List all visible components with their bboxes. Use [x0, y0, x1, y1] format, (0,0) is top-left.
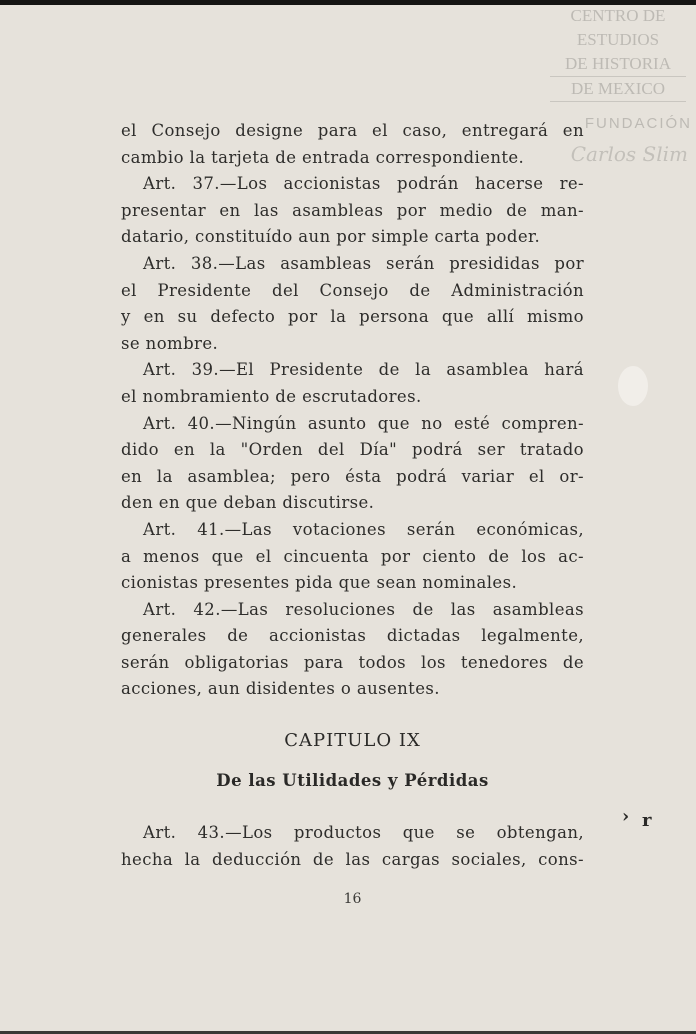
watermark-line-3: DE HISTORIA: [565, 54, 671, 73]
text-line: den en que deban discutirse.: [121, 493, 375, 513]
text-line-article-39: Art. 39.—El Presidente de la asamblea hará: [143, 360, 584, 380]
text-line: el nombramiento de escrutadores.: [121, 386, 422, 406]
watermark-line-1: CENTRO DE: [570, 6, 666, 25]
page-number: 16: [343, 891, 362, 907]
ink-speck: ›: [622, 806, 630, 827]
chapter-title: CAPITULO IX: [284, 730, 421, 751]
text-line: el Consejo designe para el caso, entregará en: [121, 121, 584, 140]
paper-blemish: [618, 366, 648, 406]
watermark-rule-bottom: [550, 101, 686, 102]
archive-watermark: [548, 4, 688, 102]
text-line-article-37: Art. 37.—Los accionistas podrán hacerse re-: [143, 174, 584, 194]
text-line: generales de accionistas dictadas legalmente,: [121, 626, 584, 646]
text-line-article-40: Art. 40.—Ningún asunto que no esté compren-: [143, 413, 584, 433]
text-line: se nombre.: [121, 333, 219, 353]
text-line: serán obligatorias para todos los tenedores de: [121, 652, 584, 672]
chapter-subtitle: De las Utilidades y Pérdidas: [216, 771, 489, 790]
text-line-article-42: Art. 42.—Las resoluciones de las asambleas: [143, 599, 584, 619]
body-text: [121, 118, 584, 703]
text-line: el Presidente del Consejo de Administración: [121, 280, 584, 300]
text-line: hecha la deducción de las cargas sociales, cons-: [121, 849, 584, 869]
text-line: cambio la tarjeta de entrada correspondiente.: [121, 147, 525, 167]
text-line-article-41: Art. 41.—Las votaciones serán económicas,: [143, 519, 584, 539]
text-line: a menos que el cincuenta por ciento de los ac-: [121, 546, 584, 566]
watermark-signature: Carlos Slim: [570, 142, 688, 166]
text-line-article-43: Art. 43.—Los productos que se obtengan,: [143, 823, 584, 842]
body-text-continued: [121, 820, 584, 873]
text-line: presentar en las asambleas por medio de man-: [121, 200, 584, 220]
watermark-line-4: DE MEXICO: [571, 79, 665, 98]
text-line: cionistas presentes pida que sean nominales.: [121, 573, 518, 593]
text-line: datario, constituído aun por simple carta poder.: [121, 227, 541, 247]
text-line: acciones, aun disidentes o ausentes.: [121, 679, 440, 699]
text-line: y en su defecto por la persona que allí mismo: [121, 307, 584, 327]
text-line: en la asamblea; pero ésta podrá variar el or-: [121, 466, 584, 486]
watermark-fundacion: FUNDACIÓN: [584, 115, 692, 132]
text-line-article-38: Art. 38.—Las asambleas serán presididas por: [143, 253, 584, 273]
watermark-line-2: ESTUDIOS: [576, 30, 660, 49]
ink-speck: r: [642, 810, 652, 831]
text-line: dido en la "Orden del Día" podrá ser tratado: [121, 440, 584, 460]
